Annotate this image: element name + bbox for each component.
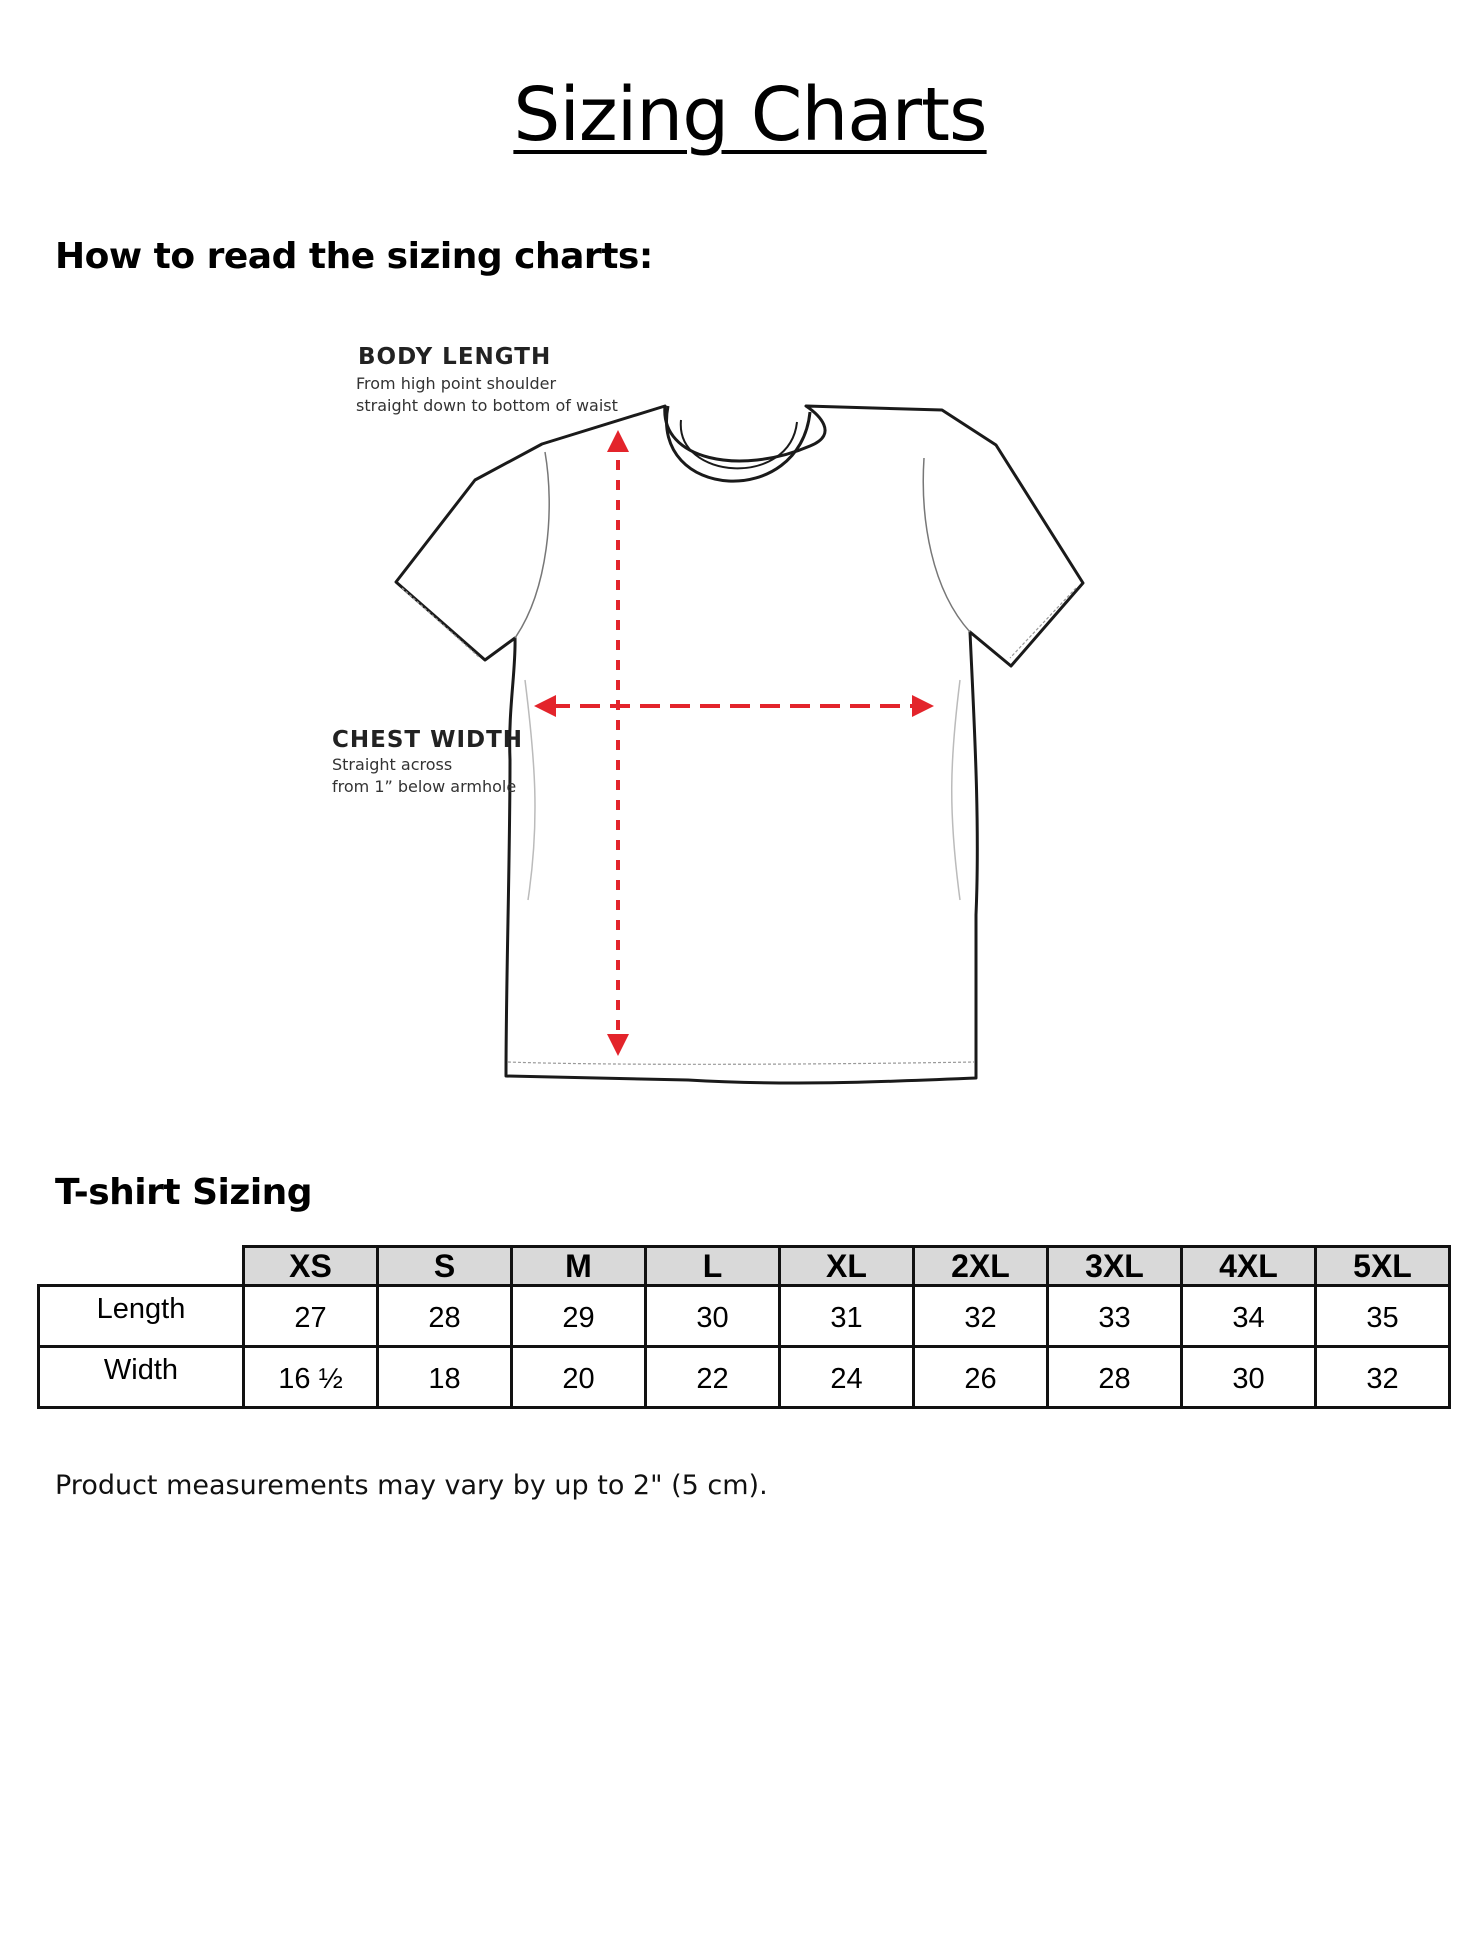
size-header: XS bbox=[244, 1247, 378, 1286]
how-to-read-heading: How to read the sizing charts: bbox=[55, 236, 653, 277]
table-row-width bbox=[39, 1347, 1450, 1408]
tshirt-sizing-heading: T-shirt Sizing bbox=[55, 1172, 313, 1213]
table-cell: 28 bbox=[378, 1286, 512, 1347]
size-header: M bbox=[512, 1247, 646, 1286]
table-cell: 31 bbox=[780, 1286, 914, 1347]
table-corner bbox=[39, 1247, 244, 1286]
size-header: XL bbox=[780, 1247, 914, 1286]
body-length-description-line2: straight down to bottom of waist bbox=[356, 396, 618, 415]
table-cell: 33 bbox=[1048, 1286, 1182, 1347]
chest-width-description-line2: from 1” below armhole bbox=[332, 777, 517, 796]
size-header: L bbox=[646, 1247, 780, 1286]
table-cell: 28 bbox=[1048, 1347, 1182, 1408]
body-length-title: BODY LENGTH bbox=[358, 344, 552, 370]
size-header: S bbox=[378, 1247, 512, 1286]
table-cell: 26 bbox=[914, 1347, 1048, 1408]
table-cell: 34 bbox=[1182, 1286, 1316, 1347]
table-cell: 16 ½ bbox=[244, 1347, 378, 1408]
chest-width-description-line1: Straight across bbox=[332, 755, 453, 774]
chest-width-title: CHEST WIDTH bbox=[332, 727, 524, 753]
table-cell: 29 bbox=[512, 1286, 646, 1347]
tshirt-measurement-diagram bbox=[320, 340, 1100, 1100]
row-label: Width bbox=[39, 1347, 244, 1408]
tshirt-illustration bbox=[320, 340, 1100, 1100]
table-cell: 27 bbox=[244, 1286, 378, 1347]
size-header: 4XL bbox=[1182, 1247, 1316, 1286]
tshirt-sizing-table bbox=[37, 1245, 1451, 1409]
table-cell: 30 bbox=[1182, 1347, 1316, 1408]
size-header: 2XL bbox=[914, 1247, 1048, 1286]
table-cell: 35 bbox=[1316, 1286, 1450, 1347]
table-cell: 32 bbox=[914, 1286, 1048, 1347]
page-title: Sizing Charts bbox=[513, 72, 987, 158]
size-header: 3XL bbox=[1048, 1247, 1182, 1286]
size-header: 5XL bbox=[1316, 1247, 1450, 1286]
table-cell: 22 bbox=[646, 1347, 780, 1408]
row-label: Length bbox=[39, 1286, 244, 1347]
table-row-length bbox=[39, 1286, 1450, 1347]
table-cell: 18 bbox=[378, 1347, 512, 1408]
table-cell: 30 bbox=[646, 1286, 780, 1347]
measurement-disclaimer: Product measurements may vary by up to 2" (5 cm). bbox=[55, 1470, 768, 1501]
table-cell: 24 bbox=[780, 1347, 914, 1408]
table-cell: 20 bbox=[512, 1347, 646, 1408]
table-cell: 32 bbox=[1316, 1347, 1450, 1408]
size-header-row bbox=[39, 1247, 1450, 1286]
body-length-description-line1: From high point shoulder bbox=[356, 374, 557, 393]
